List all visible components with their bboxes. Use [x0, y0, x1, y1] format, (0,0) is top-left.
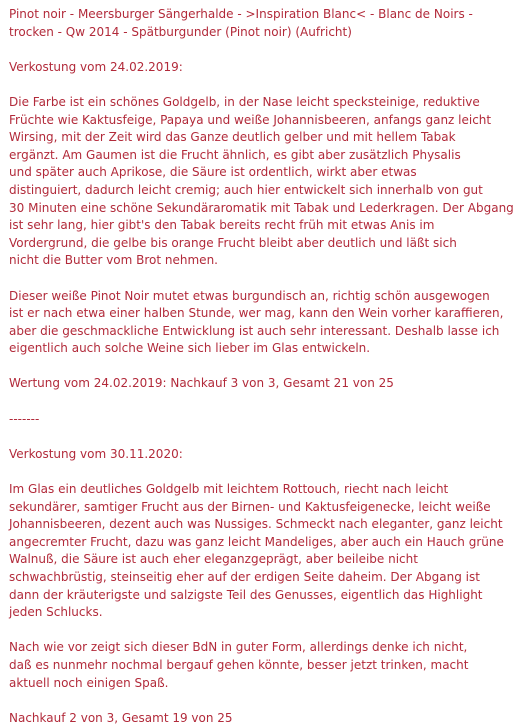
tasting-1-paragraph-1: Die Farbe ist ein schönes Goldgelb, in der Nase leicht specksteinige, reduktive Früchte wie Kaktusfeige, Papaya und weiße Johannisbeeren, anfangs ganz leicht Wirsing, mit der Zeit wird das Ganze deutlich gelber und mit hellem Tabak ergänzt. Am Gaumen ist die Frucht ähnlich, es gibt aber zusätzlich Physalis und später auch Aprikose, die Säure ist ordentlich, wirkt aber etwas distinguiert, dadurch leicht cremig; auch hier entwickelt sich innerhalb von gut 30 Minuten eine schöne Sekundäraromatik mit Tabak und Lederkragen. Der Abgang ist sehr lang, hier gibt's den Tabak bereits recht früh mit etwas Anis im Vordergrund, die gelbe bis orange Frucht bleibt aber deutlich und läßt sich nicht die Butter vom Brot nehmen.	[9, 94, 514, 268]
wine-title: Pinot noir - Meersburger Sängerhalde - >Inspiration Blanc< - Blanc de Noirs - trocken - Qw 2014 - Spätburgunder (Pinot noir) (Aufricht)	[9, 7, 473, 39]
tasting-1-rating: Wertung vom 24.02.2019: Nachkauf 3 von 3, Gesamt 21 von 25	[9, 376, 394, 391]
tasting-2-paragraph-2: Nach wie vor zeigt sich dieser BdN in guter Form, allerdings denke ich nicht, daß es nunmehr nochmal bergauf gehen könnte, besser jetzt trinken, macht aktuell noch einigen Spaß.	[9, 640, 469, 690]
tasting-1-paragraph-2: Dieser weiße Pinot Noir mutet etwas burgundisch an, richtig schön ausgewogen ist er nach etwa einer halben Stunde, wer mag, kann den Wein vorher karaffieren, aber die geschmackliche Entwicklung ist auch sehr interessant. Deshalb lasse ich eigentlich auch solche Weine sich lieber im Glas entwickeln.	[9, 288, 504, 356]
tasting-2-paragraph-1: Im Glas ein deutliches Goldgelb mit leichtem Rottouch, riecht nach leicht sekundärer, samtiger Frucht aus der Birnen- und Kaktusfeigenecke, leicht weiße Johannisbeeren, dezent auch was Nussiges. Schmeckt nach eleganter, ganz leicht angecremter Frucht, dazu was ganz leicht Mandeliges, aber auch ein Hauch grüne Walnuß, die Säure ist auch eher eleganzgeprägt, aber beileibe nicht schwachbrüstig, steinseitig eher auf der erdigen Seite daheim. Der Abgang ist dann der kräuterigste und salzigste Teil des Genusses, eigentlich das Highlight jeden Schlucks.	[9, 482, 504, 620]
tasting-1-header: Verkostung vom 24.02.2019:	[9, 59, 183, 74]
tasting-2-rating: Nachkauf 2 von 3, Gesamt 19 von 25	[9, 710, 233, 725]
tasting-2-header: Verkostung vom 30.11.2020:	[9, 446, 183, 461]
section-separator: -------	[9, 411, 40, 426]
